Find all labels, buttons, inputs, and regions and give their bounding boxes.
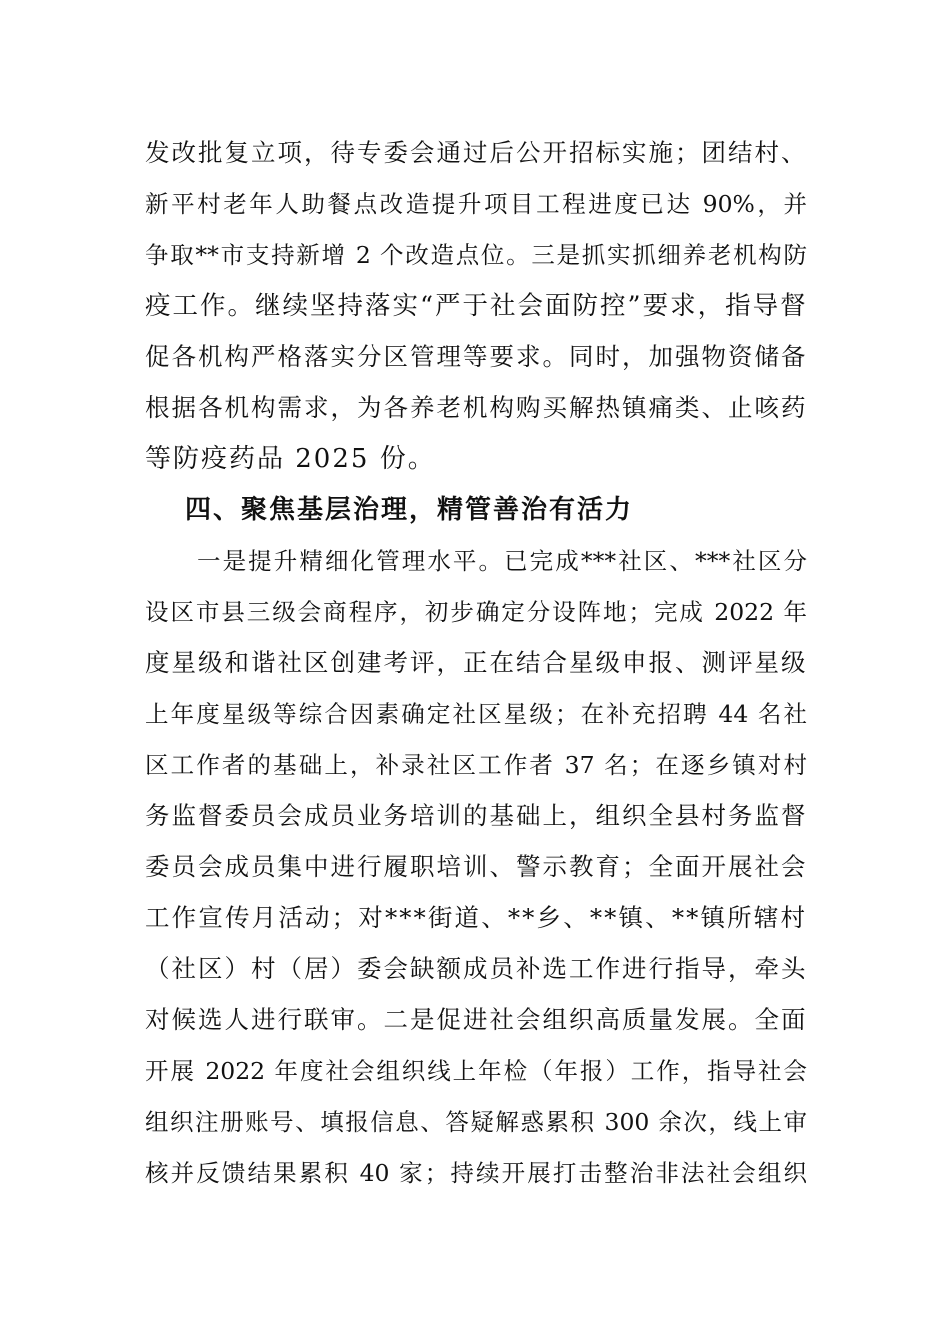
paragraph-line: 一是提升精细化管理水平。已完成***社区、***社区分 <box>197 547 807 575</box>
paragraph-line: 等防疫药品 2025 份。 <box>145 444 436 474</box>
paragraph-line: 对候选人进行联审。二是促进社会组织高质量发展。全面 <box>145 1005 808 1034</box>
paragraph-line: 争取**市支持新增 2 个改造点位。三是抓实抓细养老机构防 <box>145 241 807 269</box>
paragraph-line: 度星级和谐社区创建考评，正在结合星级申报、测评星级 <box>145 648 808 677</box>
paragraph-line: 开展 2022 年度社会组织线上年检（年报）工作，指导社会 <box>145 1057 807 1085</box>
paragraph-line: 设区市县三级会商程序，初步确定分设阵地；完成 2022 年 <box>145 598 807 626</box>
paragraph-line: 促各机构严格落实分区管理等要求。同时，加强物资储备 <box>145 342 808 371</box>
paragraph-line: （社区）村（居）委会缺额成员补选工作进行指导，牵头 <box>145 954 808 983</box>
paragraph-line: 根据各机构需求，为各养老机构购买解热镇痛类、止咳药 <box>145 393 808 422</box>
paragraph-line: 务监督委员会成员业务培训的基础上，组织全县村务监督 <box>145 801 808 830</box>
paragraph-line: 核并反馈结果累积 40 家；持续开展打击整治非法社会组织 <box>145 1159 807 1187</box>
paragraph-line: 发改批复立项，待专委会通过后公开招标实施；团结村、 <box>145 138 808 167</box>
paragraph-line: 新平村老年人助餐点改造提升项目工程进度已达 90%，并 <box>145 190 807 218</box>
paragraph-line: 组织注册账号、填报信息、答疑解惑累积 300 余次，线上审 <box>145 1108 807 1136</box>
paragraph-line: 区工作者的基础上，补录社区工作者 37 名；在逐乡镇对村 <box>145 751 807 779</box>
paragraph-line: 疫工作。继续坚持落实“严于社会面防控”要求，指导督 <box>145 291 808 321</box>
paragraph-line: 委员会成员集中进行履职培训、警示教育；全面开展社会 <box>145 852 808 881</box>
paragraph-line: 工作宣传月活动；对***街道、**乡、**镇、**镇所辖村 <box>145 903 807 932</box>
section-heading: 四、聚焦基层治理，精管善治有活力 <box>185 495 634 525</box>
paragraph-line: 上年度星级等综合因素确定社区星级；在补充招聘 44 名社 <box>145 700 807 728</box>
